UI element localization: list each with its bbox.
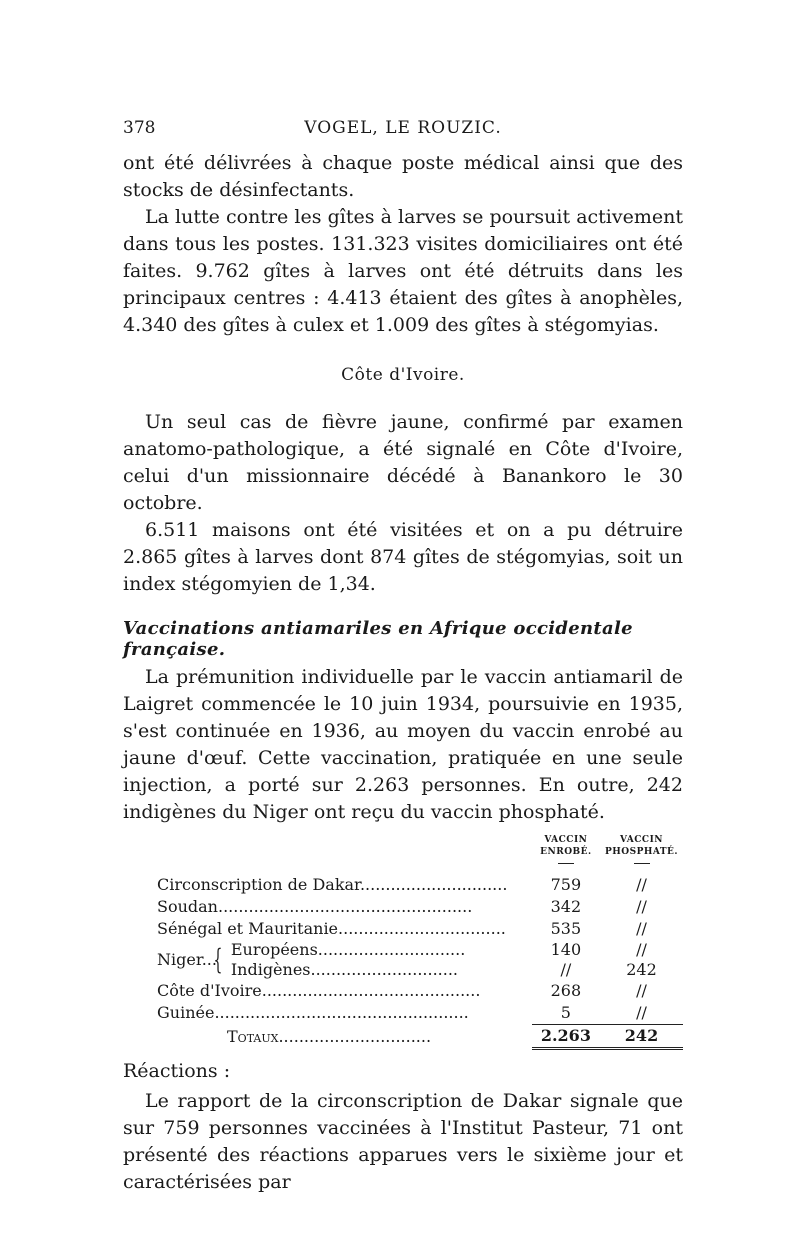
table-row (157, 918, 683, 940)
cell-phosphate: // (636, 875, 647, 894)
cell-phosphate: // (636, 940, 647, 959)
cell-phosphate: // (636, 981, 647, 1000)
niger-name: Niger... (157, 950, 217, 969)
vaccination-table (157, 834, 683, 1050)
paragraph-continuation: ont été délivrées à chaque poste médical ainsi que des stocks de désinfectants. (123, 152, 683, 201)
table-row (157, 874, 683, 896)
cell-phosphate: 242 (626, 960, 657, 979)
niger-indigenes-label: Indigènes............................. (230, 960, 458, 979)
row-label: Circonscription de Dakar............................. (157, 875, 508, 894)
column-header-phosphate-line2: PHOSPHATÉ. (604, 847, 679, 857)
niger-enrobe-cell (532, 940, 600, 980)
cell-enrobe: 5 (560, 1003, 571, 1022)
table-row (157, 1002, 683, 1025)
section-title: Côte d'Ivoire. (341, 365, 465, 385)
totals-label: Totaux.............................. (227, 1026, 432, 1046)
cell-enrobe: 759 (550, 875, 582, 894)
cell-enrobe: 140 (550, 940, 582, 959)
page-number: 378 (123, 118, 156, 138)
table-row (157, 980, 683, 1002)
paragraph-maisons: 6.511 maisons ont été visitées et on a pu détruire 2.865 gîtes à larves dont 874 gîtes de stégomyias, soit un index stégomyien de 1,34. (123, 519, 683, 595)
reactions-heading: Réactions : (123, 1060, 231, 1082)
paragraph-rapport-dakar: Le rapport de la circonscription de Dakar signale que sur 759 personnes vaccinées à l'Institut Pasteur, 71 ont présenté des réactions apparues vers le sixième jour et caractérisées par (123, 1090, 683, 1193)
row-label: Sénégal et Mauritanie................................. (157, 919, 506, 938)
column-header-phosphate-line1: VACCIN (619, 835, 664, 845)
header-dash (532, 858, 600, 870)
cell-enrobe: 268 (550, 981, 582, 1000)
niger-label-cell (157, 940, 532, 980)
cell-enrobe: 342 (550, 897, 582, 916)
column-header-enrobe (532, 834, 600, 874)
paragraph-larves: La lutte contre les gîtes à larves se poursuit activement dans tous les postes. 131.323 visites domiciliaires ont été faites. 9.762 gîtes à larves ont été détruits dans les principaux centres : 4.413 étaient des gîtes à anophèles, 4.340 des gîtes à culex et 1.009 des gîtes à stégomyias. (123, 206, 683, 336)
row-label: Côte d'Ivoire........................................... (157, 981, 481, 1000)
paragraph-fievre-jaune: Un seul cas de fièvre jaune, confirmé par examen anatomo-pathologique, a été signalé en Côte d'Ivoire, celui d'un missionnaire décédé à Banankoro le 30 octobre. (123, 411, 683, 514)
paragraph-premunition: La prémunition individuelle par le vaccin antiamaril de Laigret commencée le 10 juin 1934, poursuivie en 1935, s'est continuée en 1936, au moyen du vaccin enrobé au jaune d'œuf. Cette vaccination, pratiquée en une seule injection, a porté sur 2.263 personnes. En outre, 242 indigènes du Niger ont reçu du vaccin phosphaté. (123, 666, 683, 823)
running-title: VOGEL, LE ROUZIC. (304, 118, 502, 138)
total-enrobe: 2.263 (532, 1025, 600, 1049)
column-header-phosphate (600, 834, 683, 874)
total-phosphate: 242 (600, 1025, 683, 1049)
subheading-vaccinations: Vaccinations antiamariles en Afrique occidentale française. (123, 618, 633, 660)
table-corner (157, 834, 532, 874)
row-label: Guinée.................................................. (157, 1003, 469, 1023)
table-row-niger (157, 940, 683, 980)
row-label: Soudan.................................................. (157, 897, 473, 916)
cell-enrobe: 535 (550, 919, 582, 938)
table-row (157, 896, 683, 918)
page-header (123, 118, 683, 150)
header-dash (600, 858, 683, 870)
brace-glyph: { (213, 943, 223, 976)
cell-phosphate: // (636, 897, 647, 916)
cell-enrobe: // (560, 960, 572, 979)
cell-phosphate: // (636, 1003, 647, 1022)
cell-phosphate: // (636, 919, 647, 938)
table-row-totals (157, 1025, 683, 1049)
column-header-enrobe-line1: VACCIN (544, 835, 588, 845)
niger-phosphate-cell (600, 940, 683, 980)
page (123, 118, 683, 1196)
niger-europeens-label: Européens............................. (230, 940, 466, 959)
column-header-enrobe-line2: ENROBÉ. (540, 847, 592, 857)
